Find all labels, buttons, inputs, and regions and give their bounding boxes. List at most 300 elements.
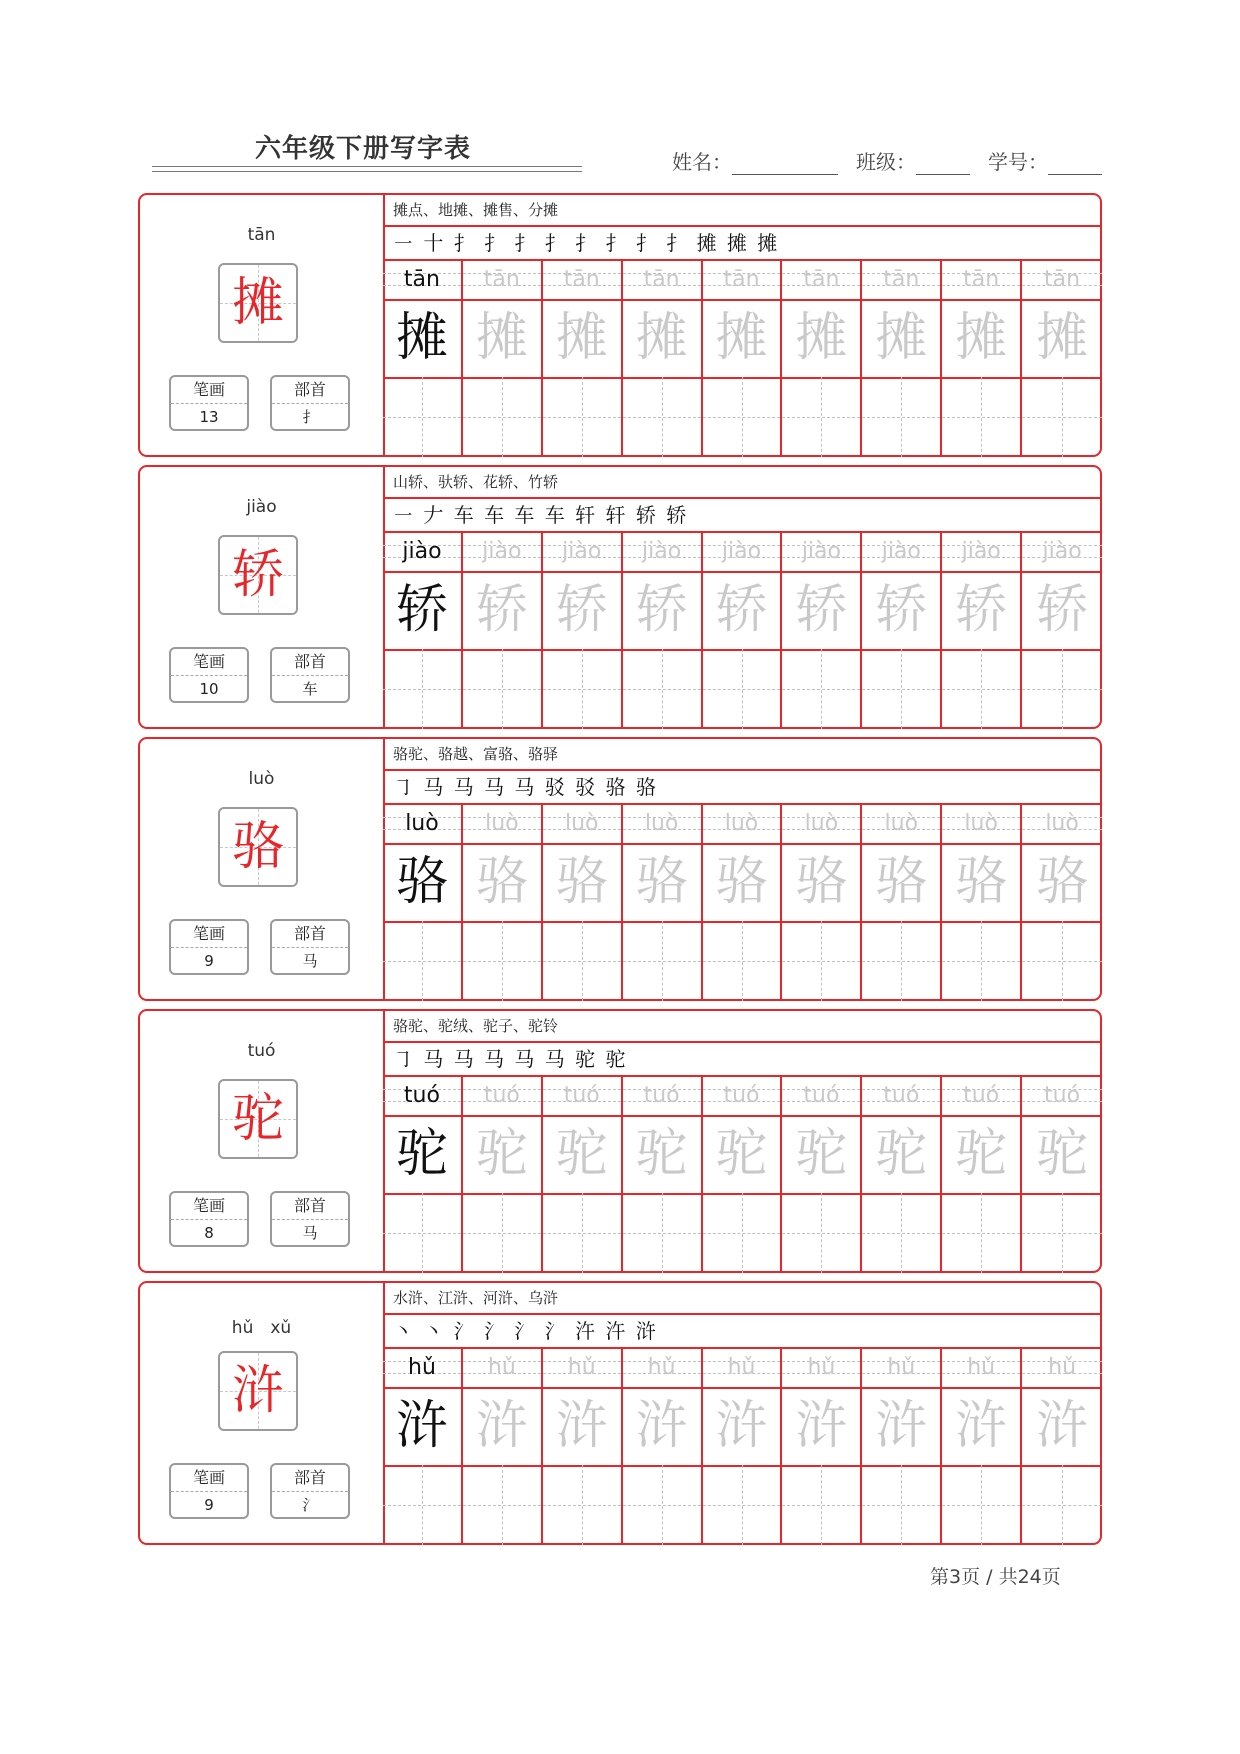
- pinyin-trace: luò: [724, 811, 759, 836]
- practice-cell[interactable]: [942, 805, 1022, 1001]
- character-card: [138, 1009, 1102, 1273]
- practice-grid: [383, 261, 1102, 457]
- pinyin-cell: [383, 1349, 461, 1389]
- character-trace: 驼: [463, 1115, 541, 1195]
- pinyin-cell: [1022, 805, 1102, 845]
- pinyin-trace: jiào: [881, 539, 921, 564]
- character-trace: 轿: [623, 571, 701, 651]
- pinyin-trace: jiào: [1042, 539, 1082, 564]
- radical-label: 部首: [272, 377, 348, 404]
- pinyin-cell: [862, 1349, 940, 1389]
- practice-cell[interactable]: [463, 1349, 543, 1545]
- pinyin-cell: [623, 805, 701, 845]
- pinyin-cell: [463, 1349, 541, 1389]
- character-pinyin: jiào: [246, 497, 277, 517]
- pinyin-trace: tān: [643, 267, 680, 292]
- blank-writing-cell[interactable]: [1022, 649, 1102, 729]
- pinyin-trace: tān: [963, 267, 1000, 292]
- stroke-count-label: 笔画: [171, 1193, 247, 1220]
- practice-cell[interactable]: [862, 533, 942, 729]
- practice-cell[interactable]: [383, 261, 463, 457]
- practice-cell[interactable]: [543, 1349, 623, 1545]
- character-trace: 轿: [383, 571, 461, 651]
- character-trace: 驼: [942, 1115, 1020, 1195]
- blank-writing-cell[interactable]: [782, 649, 860, 729]
- blank-writing-cell[interactable]: [543, 921, 621, 1001]
- stroke-order: ㇐ 十 扌 扌 扌 扌 扌 扌 扌 扌 摊 摊 摊: [383, 227, 1102, 261]
- class-label: 班级：: [856, 150, 916, 174]
- practice-cell[interactable]: [383, 1077, 463, 1273]
- pinyin-cell: [703, 1077, 781, 1117]
- practice-cell[interactable]: [1022, 805, 1102, 1001]
- character-pinyin: hǔ xǔ: [231, 1318, 292, 1338]
- pinyin-trace: jiào: [482, 539, 522, 564]
- character-trace: 浒: [623, 1387, 701, 1467]
- blank-writing-cell[interactable]: [383, 377, 461, 457]
- pinyin-cell: [623, 1349, 701, 1389]
- radical-box: [270, 1191, 350, 1247]
- pinyin-trace: tuó: [1044, 1083, 1081, 1108]
- practice-grid: [383, 533, 1102, 729]
- radical-label: 部首: [272, 1193, 348, 1220]
- blank-writing-cell[interactable]: [463, 377, 541, 457]
- character-card: [138, 1281, 1102, 1545]
- pinyin-cell: [703, 533, 781, 573]
- practice-cell[interactable]: [383, 1349, 463, 1545]
- character-card: [138, 465, 1102, 729]
- practice-cell[interactable]: [623, 261, 703, 457]
- radical-value: 马: [302, 952, 318, 970]
- pinyin-cell: [703, 805, 781, 845]
- blank-writing-cell[interactable]: [463, 921, 541, 1001]
- blank-writing-cell[interactable]: [862, 377, 940, 457]
- blank-writing-cell[interactable]: [543, 377, 621, 457]
- pinyin-trace: tuó: [883, 1083, 920, 1108]
- character-pinyin: tān: [247, 225, 276, 245]
- pinyin-trace: tuó: [643, 1083, 680, 1108]
- blank-writing-cell[interactable]: [623, 921, 701, 1001]
- practice-cell[interactable]: [543, 805, 623, 1001]
- pinyin-cell: [543, 1077, 621, 1117]
- character-trace: 轿: [1022, 571, 1102, 651]
- pinyin-cell: [623, 1077, 701, 1117]
- character-trace: 轿: [463, 571, 541, 651]
- practice-cell[interactable]: [862, 805, 942, 1001]
- character-display-box: [218, 535, 298, 615]
- character-pinyin: luò: [248, 769, 275, 789]
- character-glyph: 驼: [231, 1089, 284, 1149]
- blank-writing-cell[interactable]: [543, 1193, 621, 1273]
- page-title: 六年级下册写字表: [255, 134, 472, 164]
- blank-writing-cell[interactable]: [703, 1465, 781, 1545]
- practice-cell[interactable]: [623, 533, 703, 729]
- practice-panel: [383, 739, 1102, 999]
- character-trace: 摊: [782, 299, 860, 379]
- character-trace: 浒: [463, 1387, 541, 1467]
- character-glyph: 骆: [231, 817, 284, 877]
- radical-box: [270, 1463, 350, 1519]
- student-id-label: 学号：: [988, 150, 1048, 174]
- character-card: [138, 737, 1102, 1001]
- blank-writing-cell[interactable]: [623, 649, 701, 729]
- pinyin-cell: [942, 805, 1020, 845]
- pinyin-cell: [782, 261, 860, 301]
- stroke-order: ㇆ 马 马 马 马 驳 驳 骆 骆: [383, 771, 1102, 805]
- pinyin-trace: hǔ: [727, 1355, 756, 1380]
- pinyin-cell: [862, 805, 940, 845]
- blank-writing-cell[interactable]: [463, 1193, 541, 1273]
- pinyin-trace: luò: [1045, 811, 1079, 836]
- character-info-panel: [140, 739, 385, 999]
- practice-cell[interactable]: [942, 1077, 1022, 1273]
- pinyin-cell: [1022, 1349, 1102, 1389]
- practice-cell[interactable]: [782, 533, 862, 729]
- pinyin-cell: [1022, 261, 1102, 301]
- pinyin-cell: [862, 533, 940, 573]
- pinyin-trace: jiào: [801, 539, 841, 564]
- character-trace: 摊: [1022, 299, 1102, 379]
- character-trace: 浒: [383, 1387, 461, 1467]
- blank-writing-cell[interactable]: [463, 1465, 541, 1545]
- pinyin-cell: [623, 533, 701, 573]
- character-trace: 驼: [703, 1115, 781, 1195]
- pinyin-trace: tuó: [563, 1083, 600, 1108]
- blank-writing-cell[interactable]: [1022, 921, 1102, 1001]
- pinyin-cell: [703, 261, 781, 301]
- practice-cell[interactable]: [782, 805, 862, 1001]
- pinyin-cell: [383, 261, 461, 301]
- practice-cell[interactable]: [1022, 533, 1102, 729]
- pinyin-trace: jiào: [562, 539, 602, 564]
- pinyin-cell: [862, 261, 940, 301]
- pinyin-cell: [543, 533, 621, 573]
- practice-cell[interactable]: [862, 261, 942, 457]
- character-trace: 驼: [862, 1115, 940, 1195]
- pinyin-cell: [463, 805, 541, 845]
- blank-writing-cell[interactable]: [543, 649, 621, 729]
- blank-writing-cell[interactable]: [383, 649, 461, 729]
- stroke-count-value: 8: [204, 1224, 214, 1242]
- practice-cell[interactable]: [623, 805, 703, 1001]
- character-trace: 浒: [942, 1387, 1020, 1467]
- character-pinyin: tuó: [247, 1041, 276, 1061]
- stroke-count-box: [169, 1463, 249, 1519]
- blank-writing-cell[interactable]: [782, 921, 860, 1001]
- example-words: 骆驼、驼绒、驼子、驼铃: [383, 1011, 1102, 1043]
- radical-box: [270, 919, 350, 975]
- blank-writing-cell[interactable]: [623, 377, 701, 457]
- character-trace: 驼: [383, 1115, 461, 1195]
- blank-writing-cell[interactable]: [862, 1465, 940, 1545]
- pinyin-trace: tuó: [403, 1083, 440, 1108]
- practice-cell[interactable]: [623, 1077, 703, 1273]
- practice-panel: [383, 195, 1102, 455]
- pinyin-cell: [782, 1349, 860, 1389]
- pinyin-cell: [782, 533, 860, 573]
- pinyin-trace: tuó: [483, 1083, 520, 1108]
- character-trace: 摊: [463, 299, 541, 379]
- character-display-box: [218, 807, 298, 887]
- blank-writing-cell[interactable]: [862, 1193, 940, 1273]
- blank-writing-cell[interactable]: [703, 377, 781, 457]
- pinyin-trace: tuó: [803, 1083, 840, 1108]
- pinyin-trace: hǔ: [807, 1355, 836, 1380]
- stroke-count-box: [169, 919, 249, 975]
- pinyin-cell: [383, 1077, 461, 1117]
- blank-writing-cell[interactable]: [1022, 377, 1102, 457]
- stroke-count-value: 13: [199, 408, 219, 426]
- character-info-panel: [140, 467, 385, 727]
- pinyin-cell: [1022, 1077, 1102, 1117]
- practice-panel: [383, 467, 1102, 727]
- pinyin-trace: jiào: [402, 539, 442, 564]
- pinyin-trace: tān: [483, 267, 520, 292]
- stroke-order: ㇐ 𠂇 车 车 车 车 轩 轩 轿 轿: [383, 499, 1102, 533]
- page-number: 第3页 / 共24页: [930, 1566, 1061, 1588]
- blank-writing-cell[interactable]: [703, 1193, 781, 1273]
- character-trace: 驼: [543, 1115, 621, 1195]
- radical-value: 扌: [302, 408, 318, 426]
- character-card: [138, 193, 1102, 457]
- blank-writing-cell[interactable]: [703, 649, 781, 729]
- pinyin-trace: tān: [723, 267, 760, 292]
- character-display-box: [218, 1079, 298, 1159]
- character-trace: 摊: [623, 299, 701, 379]
- blank-writing-cell[interactable]: [862, 649, 940, 729]
- character-trace: 摊: [862, 299, 940, 379]
- student-id-field[interactable]: [1048, 152, 1102, 175]
- pinyin-trace: hǔ: [967, 1355, 996, 1380]
- stroke-count-value: 9: [204, 952, 214, 970]
- practice-cell[interactable]: [383, 533, 463, 729]
- character-trace: 轿: [782, 571, 860, 651]
- practice-cell[interactable]: [543, 261, 623, 457]
- pinyin-trace: tān: [403, 267, 440, 292]
- character-info-panel: [140, 195, 385, 455]
- practice-cell[interactable]: [942, 533, 1022, 729]
- pinyin-cell: [623, 261, 701, 301]
- pinyin-trace: tān: [1044, 267, 1081, 292]
- practice-cell[interactable]: [543, 1077, 623, 1273]
- practice-cell[interactable]: [463, 805, 543, 1001]
- pinyin-trace: tuó: [963, 1083, 1000, 1108]
- character-trace: 骆: [383, 843, 461, 923]
- practice-cell[interactable]: [383, 805, 463, 1001]
- practice-cell[interactable]: [703, 1077, 783, 1273]
- radical-value: 氵: [302, 1496, 318, 1514]
- pinyin-trace: hǔ: [887, 1355, 916, 1380]
- practice-cell[interactable]: [942, 1349, 1022, 1545]
- pinyin-cell: [862, 1077, 940, 1117]
- character-trace: 骆: [862, 843, 940, 923]
- character-glyph: 摊: [231, 273, 284, 333]
- character-trace: 轿: [942, 571, 1020, 651]
- example-words: 骆驼、骆越、富骆、骆驿: [383, 739, 1102, 771]
- stroke-order: ㇆ 马 马 马 马 马 驼 驼: [383, 1043, 1102, 1077]
- radical-box: [270, 375, 350, 431]
- character-trace: 摊: [703, 299, 781, 379]
- character-info-panel: [140, 1011, 385, 1271]
- pinyin-cell: [383, 533, 461, 573]
- character-trace: 骆: [623, 843, 701, 923]
- pinyin-cell: [463, 533, 541, 573]
- character-trace: 摊: [543, 299, 621, 379]
- pinyin-cell: [703, 1349, 781, 1389]
- character-display-box: [218, 1351, 298, 1431]
- pinyin-trace: luò: [804, 811, 839, 836]
- character-trace: 驼: [782, 1115, 860, 1195]
- character-trace: 骆: [782, 843, 860, 923]
- pinyin-cell: [543, 1349, 621, 1389]
- blank-writing-cell[interactable]: [942, 1465, 1020, 1545]
- blank-writing-cell[interactable]: [782, 377, 860, 457]
- practice-cell[interactable]: [862, 1077, 942, 1273]
- pinyin-trace: luò: [644, 811, 679, 836]
- pinyin-trace: jiào: [961, 539, 1001, 564]
- character-trace: 骆: [463, 843, 541, 923]
- blank-writing-cell[interactable]: [703, 921, 781, 1001]
- pinyin-trace: hǔ: [567, 1355, 596, 1380]
- practice-cell[interactable]: [782, 261, 862, 457]
- stroke-count-label: 笔画: [171, 649, 247, 676]
- stroke-count-label: 笔画: [171, 377, 247, 404]
- blank-writing-cell[interactable]: [1022, 1465, 1102, 1545]
- blank-writing-cell[interactable]: [623, 1465, 701, 1545]
- pinyin-trace: tān: [803, 267, 840, 292]
- title-underline: [152, 166, 582, 167]
- pinyin-cell: [942, 261, 1020, 301]
- pinyin-cell: [463, 261, 541, 301]
- practice-cell[interactable]: [1022, 261, 1102, 457]
- pinyin-trace: luò: [564, 811, 599, 836]
- example-words: 水浒、江浒、河浒、乌浒: [383, 1283, 1102, 1315]
- character-trace: 轿: [543, 571, 621, 651]
- practice-panel: [383, 1011, 1102, 1271]
- pinyin-cell: [383, 805, 461, 845]
- pinyin-trace: hǔ: [408, 1355, 436, 1380]
- practice-cell[interactable]: [543, 533, 623, 729]
- radical-value: 车: [302, 680, 318, 698]
- practice-cell[interactable]: [942, 261, 1022, 457]
- practice-cell[interactable]: [703, 1349, 783, 1545]
- practice-cell[interactable]: [463, 261, 543, 457]
- character-trace: 浒: [543, 1387, 621, 1467]
- pinyin-trace: jiào: [642, 539, 682, 564]
- practice-cell[interactable]: [782, 1077, 862, 1273]
- character-display-box: [218, 263, 298, 343]
- character-trace: 轿: [703, 571, 781, 651]
- blank-writing-cell[interactable]: [623, 1193, 701, 1273]
- practice-grid: [383, 1349, 1102, 1545]
- radical-label: 部首: [272, 1465, 348, 1492]
- student-info-fields: [672, 146, 1102, 175]
- character-trace: 浒: [1022, 1387, 1102, 1467]
- practice-cell[interactable]: [703, 261, 783, 457]
- example-words: 山轿、驮轿、花轿、竹轿: [383, 467, 1102, 499]
- character-trace: 浒: [703, 1387, 781, 1467]
- pinyin-cell: [1022, 533, 1102, 573]
- pinyin-cell: [942, 533, 1020, 573]
- example-words: 摊点、地摊、摊售、分摊: [383, 195, 1102, 227]
- stroke-order: 丶 丶 氵 氵 氵 氵 汻 汻 浒: [383, 1315, 1102, 1349]
- radical-value: 马: [302, 1224, 318, 1242]
- character-trace: 骆: [543, 843, 621, 923]
- stroke-count-box: [169, 375, 249, 431]
- character-glyph: 轿: [231, 545, 284, 605]
- radical-label: 部首: [272, 921, 348, 948]
- class-field[interactable]: [916, 152, 970, 175]
- stroke-count-value: 9: [204, 1496, 214, 1514]
- pinyin-cell: [782, 805, 860, 845]
- pinyin-trace: luò: [964, 811, 998, 836]
- blank-writing-cell[interactable]: [862, 921, 940, 1001]
- blank-writing-cell[interactable]: [383, 921, 461, 1001]
- blank-writing-cell[interactable]: [942, 921, 1020, 1001]
- practice-cell[interactable]: [703, 533, 783, 729]
- blank-writing-cell[interactable]: [782, 1193, 860, 1273]
- practice-grid: [383, 1077, 1102, 1273]
- practice-cell[interactable]: [1022, 1349, 1102, 1545]
- character-glyph: 浒: [231, 1361, 284, 1421]
- character-trace: 骆: [942, 843, 1020, 923]
- stroke-count-value: 10: [199, 680, 219, 698]
- character-trace: 轿: [862, 571, 940, 651]
- pinyin-trace: hǔ: [487, 1355, 516, 1380]
- practice-cell[interactable]: [463, 1077, 543, 1273]
- name-field[interactable]: [732, 152, 838, 175]
- practice-cell[interactable]: [623, 1349, 703, 1545]
- pinyin-cell: [782, 1077, 860, 1117]
- name-label: 姓名：: [672, 150, 732, 174]
- pinyin-cell: [942, 1349, 1020, 1389]
- pinyin-trace: hǔ: [1048, 1355, 1077, 1380]
- stroke-count-box: [169, 647, 249, 703]
- stroke-count-label: 笔画: [171, 921, 247, 948]
- character-trace: 骆: [703, 843, 781, 923]
- stroke-count-label: 笔画: [171, 1465, 247, 1492]
- stroke-count-box: [169, 1191, 249, 1247]
- character-info-panel: [140, 1283, 385, 1543]
- blank-writing-cell[interactable]: [383, 1193, 461, 1273]
- blank-writing-cell[interactable]: [1022, 1193, 1102, 1273]
- practice-grid: [383, 805, 1102, 1001]
- pinyin-cell: [543, 261, 621, 301]
- blank-writing-cell[interactable]: [543, 1465, 621, 1545]
- blank-writing-cell[interactable]: [463, 649, 541, 729]
- pinyin-trace: luò: [884, 811, 919, 836]
- pinyin-trace: tān: [563, 267, 600, 292]
- blank-writing-cell[interactable]: [942, 377, 1020, 457]
- pinyin-trace: tān: [883, 267, 920, 292]
- blank-writing-cell[interactable]: [782, 1465, 860, 1545]
- pinyin-trace: jiào: [721, 539, 762, 564]
- character-trace: 摊: [942, 299, 1020, 379]
- practice-cell[interactable]: [463, 533, 543, 729]
- practice-cell[interactable]: [782, 1349, 862, 1545]
- radical-label: 部首: [272, 649, 348, 676]
- radical-box: [270, 647, 350, 703]
- title-underline: [152, 171, 582, 172]
- pinyin-trace: hǔ: [647, 1355, 676, 1380]
- blank-writing-cell[interactable]: [383, 1465, 461, 1545]
- character-trace: 摊: [383, 299, 461, 379]
- practice-cell[interactable]: [1022, 1077, 1102, 1273]
- pinyin-trace: luò: [405, 811, 439, 836]
- practice-cell[interactable]: [862, 1349, 942, 1545]
- blank-writing-cell[interactable]: [942, 649, 1020, 729]
- practice-cell[interactable]: [703, 805, 783, 1001]
- blank-writing-cell[interactable]: [942, 1193, 1020, 1273]
